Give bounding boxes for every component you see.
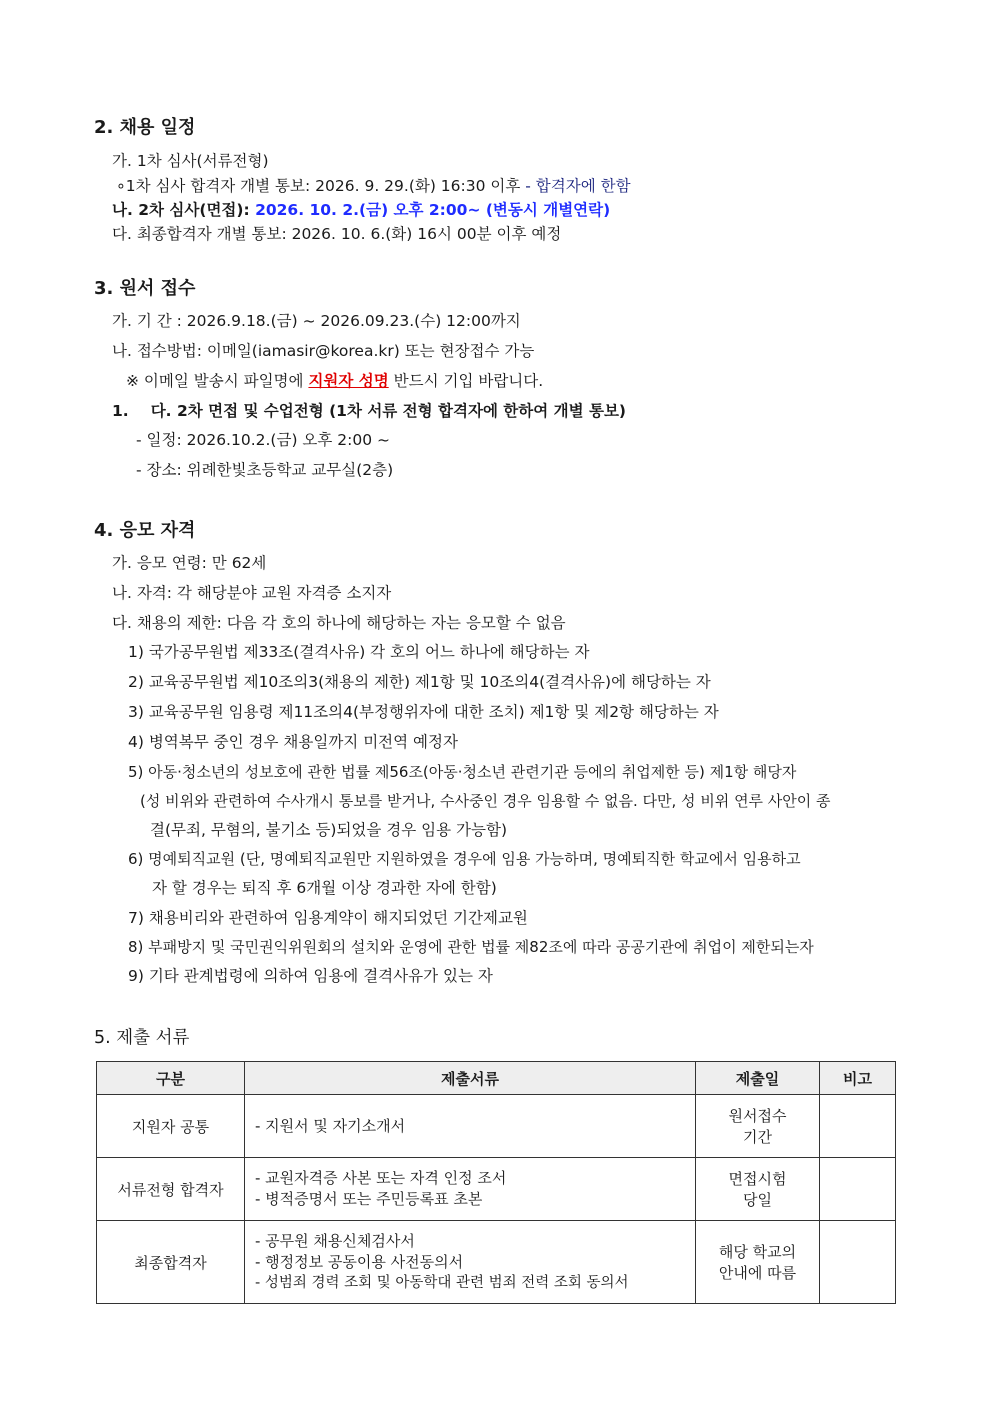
sec2-item-b xyxy=(112,199,610,221)
sec3-item-b: 나. 접수방법: 이메일(iamasir@korea.kr) 또는 현장접수 가능 xyxy=(112,342,535,360)
date-line: 해당 학교의 xyxy=(718,1243,797,1261)
sec2-note-highlight: - 합격자에 한함 xyxy=(520,177,631,195)
date-line: 원서접수 xyxy=(728,1107,787,1125)
row-note xyxy=(820,1221,896,1304)
document-item: - 병적증명서 또는 주민등록표 초본 xyxy=(255,1190,483,1208)
document-item: - 성범죄 경력 조회 및 아동학대 관련 범죄 전력 조회 동의서 xyxy=(255,1274,629,1291)
sec3-interview-date: - 일정: 2026.10.2.(금) 오후 2:00 ~ xyxy=(136,431,391,449)
row-note xyxy=(820,1158,896,1221)
row-documents xyxy=(245,1095,696,1158)
sec3-item-c xyxy=(112,400,626,422)
table-header-row xyxy=(97,1062,896,1095)
sec3-item-c-number: 1. xyxy=(112,402,129,420)
row-category: 서류전형 합격자 xyxy=(97,1158,245,1221)
header-documents: 제출서류 xyxy=(245,1062,696,1095)
sec2-item-c: 다. 최종합격자 개별 통보: 2026. 10. 6.(화) 16시 00분 이후 예정 xyxy=(112,225,562,243)
sec4-item-c: 다. 채용의 제한: 다음 각 호의 하나에 해당하는 자는 응모할 수 없음 xyxy=(112,614,566,632)
restriction-item-note: 자 할 경우는 퇴직 후 6개월 이상 경과한 자에 한함) xyxy=(152,879,497,897)
section-4-title: 4. 응모 자격 xyxy=(94,520,196,541)
sec2-note-text: ∘1차 심사 합격자 개별 통보: 2026. 9. 29.(화) 16:30 이후 xyxy=(116,177,521,195)
header-date: 제출일 xyxy=(696,1062,820,1095)
sec3-item-a: 가. 기 간 : 2026.9.18.(금) ~ 2026.09.23.(수) 12:00까지 xyxy=(112,312,521,330)
restriction-item: 4) 병역복무 중인 경우 채용일까지 미전역 예정자 xyxy=(128,733,458,751)
date-line: 안내에 따름 xyxy=(718,1264,797,1282)
restriction-item: 8) 부패방지 및 국민권익위원회의 설치와 운영에 관한 법률 제82조에 따라 공공기관에 취업이 제한되는자 xyxy=(128,938,814,956)
header-category: 구분 xyxy=(97,1062,245,1095)
row-date xyxy=(696,1158,820,1221)
sec3-interview-place: - 장소: 위례한빛초등학교 교무실(2층) xyxy=(136,461,394,479)
sec3-note-pre: ※ 이메일 발송시 파일명에 xyxy=(126,372,309,390)
row-note xyxy=(820,1095,896,1158)
date-line: 면접시험 xyxy=(728,1170,787,1188)
restriction-item-note: (성 비위와 관련하여 수사개시 통보를 받거나, 수사중인 경우 임용할 수 없음. 다만, 성 비위 연루 사안이 종 xyxy=(140,792,831,810)
restriction-item: 5) 아동·청소년의 성보호에 관한 법률 제56조(아동·청소년 관련기관 등에의 취업제한 등) 제1항 해당자 xyxy=(128,763,797,781)
date-line: 당일 xyxy=(743,1191,772,1209)
sec3-note-post: 반드시 기입 바랍니다. xyxy=(388,372,544,390)
row-date xyxy=(696,1095,820,1158)
restriction-item: 6) 명예퇴직교원 (단, 명예퇴직교원만 지원하였을 경우에 임용 가능하며, 명예퇴직한 학교에서 임용하고 xyxy=(128,850,801,868)
sec2-item-a-note xyxy=(116,175,631,197)
section-5-title: 5. 제출 서류 xyxy=(94,1028,190,1048)
restriction-item-note: 결(무죄, 무혐의, 불기소 등)되었을 경우 임용 가능함) xyxy=(150,821,508,839)
restriction-item: 3) 교육공무원 임용령 제11조의4(부정행위자에 대한 조치) 제1항 및 제2항 해당하는 자 xyxy=(128,703,719,721)
restriction-item: 9) 기타 관계법령에 의하여 임용에 결격사유가 있는 자 xyxy=(128,967,493,985)
sec3-note xyxy=(126,370,543,392)
document-item: - 공무원 채용신체검사서 xyxy=(255,1231,415,1250)
sec4-item-b: 나. 자격: 각 해당분야 교원 자격증 소지자 xyxy=(112,584,392,602)
row-documents xyxy=(245,1158,696,1221)
row-documents xyxy=(245,1221,696,1304)
row-category: 지원자 공통 xyxy=(97,1095,245,1158)
sec2-item-a: 가. 1차 심사(서류전형) xyxy=(112,152,269,170)
restriction-item: 7) 채용비리와 관련하여 임용계약이 해지되었던 기간제교원 xyxy=(128,909,528,927)
table-row xyxy=(97,1158,896,1221)
document-item: - 교원자격증 사본 또는 자격 인정 조서 xyxy=(255,1169,507,1187)
row-date xyxy=(696,1221,820,1304)
sec3-note-highlight: 지원자 성명 xyxy=(308,372,389,390)
document-item: - 행정정보 공동이용 사전동의서 xyxy=(255,1252,464,1271)
sec2-item-b-value: 2026. 10. 2.(금) 오후 2:00~ (변동시 개별연락) xyxy=(249,201,611,219)
row-category: 최종합격자 xyxy=(97,1221,245,1304)
sec3-item-c-text: 다. 2차 면접 및 수업전형 (1차 서류 전형 합격자에 한하여 개별 통보) xyxy=(150,402,626,420)
section-3-title: 3. 원서 접수 xyxy=(94,278,196,299)
sec4-item-a: 가. 응모 연령: 만 62세 xyxy=(112,554,267,572)
sec2-item-b-label: 나. 2차 심사(면접): xyxy=(112,201,250,219)
table-row xyxy=(97,1221,896,1304)
header-note: 비고 xyxy=(820,1062,896,1095)
document-item: - 지원서 및 자기소개서 xyxy=(255,1116,406,1135)
section-2-title: 2. 채용 일정 xyxy=(94,117,196,138)
table-row xyxy=(97,1095,896,1158)
date-line: 기간 xyxy=(743,1128,772,1146)
restriction-item: 1) 국가공무원법 제33조(결격사유) 각 호의 어느 하나에 해당하는 자 xyxy=(128,643,590,661)
documents-table xyxy=(96,1061,896,1304)
restriction-item: 2) 교육공무원법 제10조의3(채용의 제한) 제1항 및 10조의4(결격사유)에 해당하는 자 xyxy=(128,673,711,691)
